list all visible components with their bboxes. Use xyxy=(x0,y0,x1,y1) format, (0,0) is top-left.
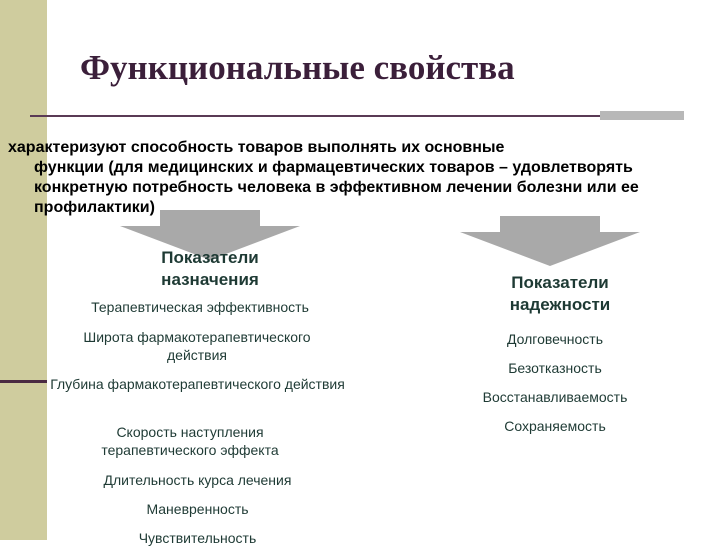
down-arrow-right-icon xyxy=(460,216,640,266)
title-underline-accent xyxy=(600,111,684,120)
reliability-item: Восстанавливаемость xyxy=(482,389,628,405)
purpose-item: Скорость наступления терапевтического эффекта xyxy=(101,424,279,458)
slide-title: Функциональные свойства xyxy=(80,48,515,87)
reliability-item: Сохраняемость xyxy=(504,418,606,434)
purpose-item: Чувствительность xyxy=(138,530,257,546)
decorative-sidebar-line xyxy=(0,380,47,383)
reliability-item: Безотказность xyxy=(508,360,602,376)
reliability-item: Долговечность xyxy=(507,331,603,347)
purpose-heading-line1: Показатели xyxy=(161,248,259,267)
definition-text xyxy=(8,138,714,218)
definition-first-line: характеризуют способность товаров выполнять их основные xyxy=(8,139,505,156)
definition-continuation: функции (для медицинских и фармацевтических товаров – удовлетворять конкретную потребность человека в эффективном лечении болезни или ее профилактики) xyxy=(34,159,639,216)
reliability-heading-line2: надежности xyxy=(509,295,611,314)
purpose-heading-line2: назначения xyxy=(161,270,259,289)
purpose-item: Глубина фармакотерапевтического действия xyxy=(50,376,345,392)
decorative-sidebar xyxy=(0,0,47,540)
purpose-item: Длительность курса лечения xyxy=(103,472,292,488)
purpose-item: Терапевтическая эффективность xyxy=(91,299,309,315)
reliability-heading-line1: Показатели xyxy=(511,273,609,292)
purpose-heading xyxy=(110,247,310,291)
title-underline xyxy=(30,115,668,117)
purpose-item: Маневренность xyxy=(146,501,249,517)
purpose-item: Широта фармакотерапевтического действия xyxy=(83,329,311,363)
reliability-heading xyxy=(445,272,675,316)
